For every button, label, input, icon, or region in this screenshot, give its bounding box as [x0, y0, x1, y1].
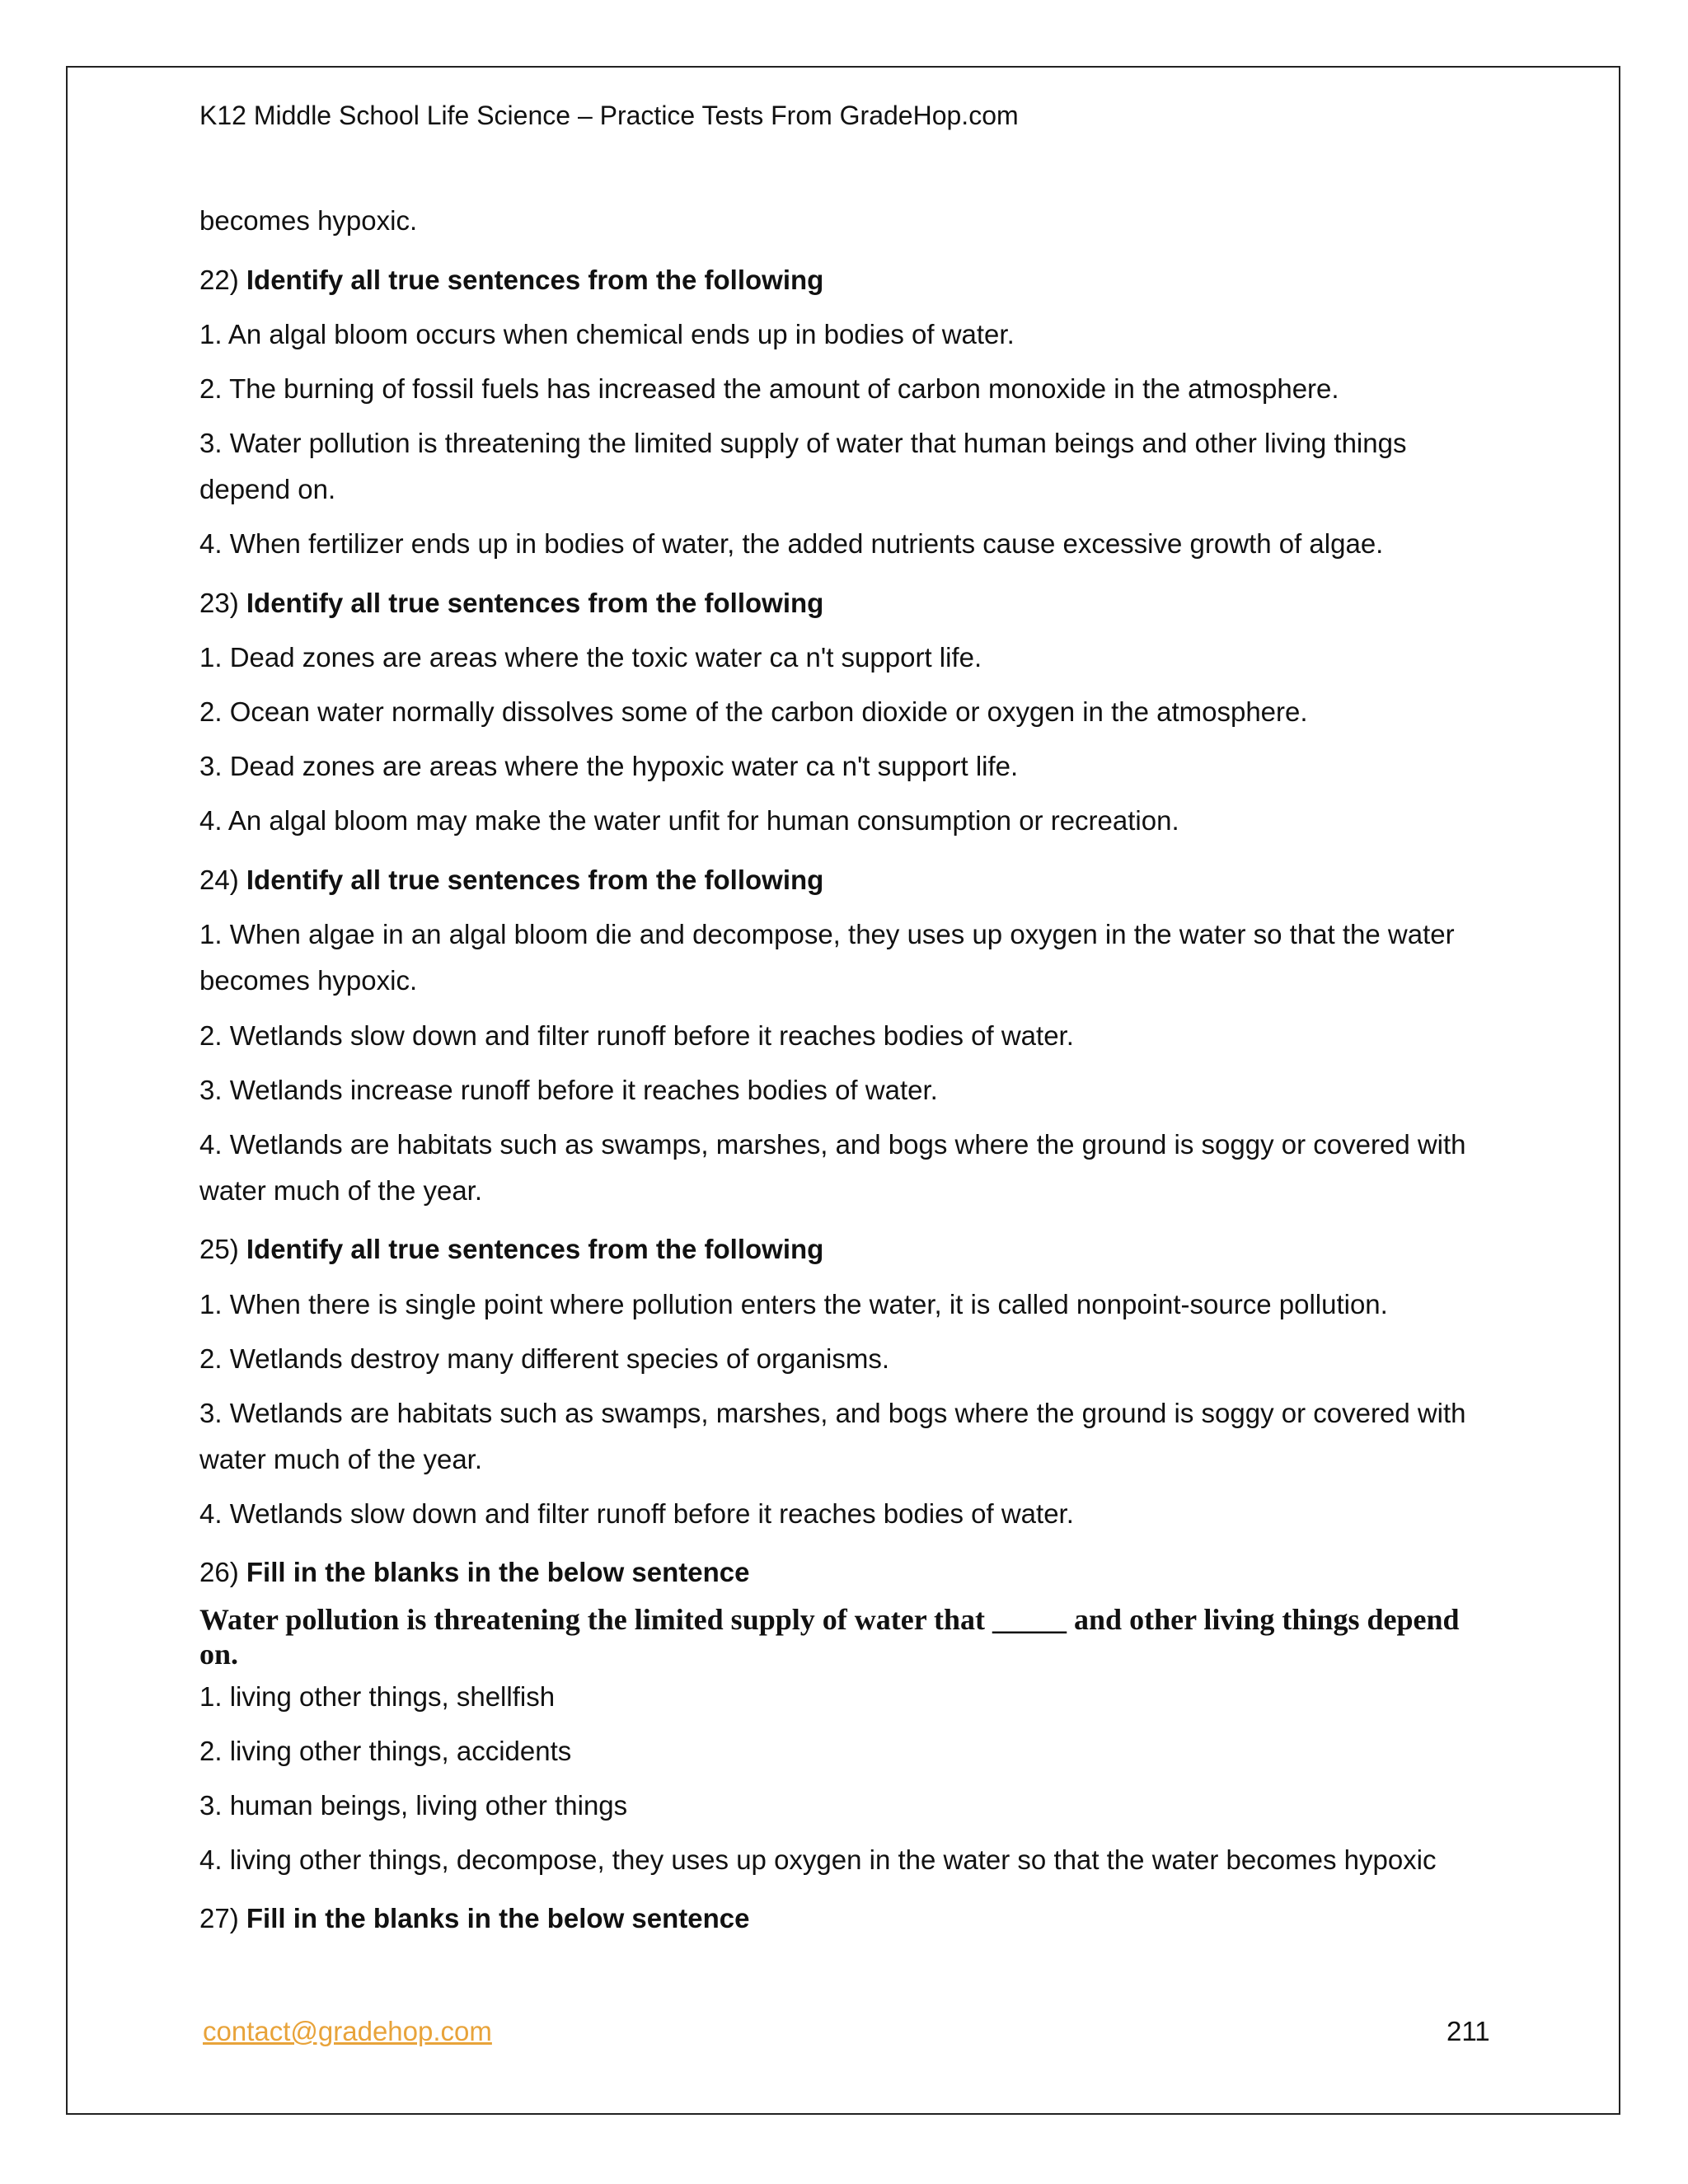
question-22-heading	[199, 264, 823, 297]
question-number: 22)	[199, 265, 239, 295]
question-number: 25)	[199, 1234, 239, 1264]
question-23-option-3: 3. Dead zones are areas where the hypoxic water ca n't support life.	[199, 751, 1019, 781]
question-prompt: Identify all true sentences from the following	[246, 265, 824, 295]
continuation-text: becomes hypoxic.	[199, 205, 418, 236]
question-25-option-3: 3. Wetlands are habitats such as swamps, marshes, and bogs where the ground is soggy or covered with water much of the year.	[199, 1398, 1466, 1474]
question-24-option-1: 1. When algae in an algal bloom die and decompose, they uses up oxygen in the water so that the water becomes hypoxic.	[199, 919, 1455, 996]
question-22-option-4: 4. When fertilizer ends up in bodies of water, the added nutrients cause excessive growth of algae.	[199, 528, 1384, 559]
question-24-option-3: 3. Wetlands increase runoff before it reaches bodies of water.	[199, 1075, 938, 1105]
question-25-option-4: 4. Wetlands slow down and filter runoff before it reaches bodies of water.	[199, 1498, 1074, 1529]
question-26-heading	[199, 1556, 750, 1589]
question-24-heading	[199, 864, 823, 897]
question-26-option-1: 1. living other things, shellfish	[199, 1681, 556, 1712]
question-27-heading	[199, 1902, 750, 1935]
page-header: K12 Middle School Life Science – Practice Tests From GradeHop.com	[199, 101, 1019, 130]
question-prompt: Fill in the blanks in the below sentence	[246, 1903, 750, 1933]
question-23-option-1: 1. Dead zones are areas where the toxic water ca n't support life.	[199, 642, 982, 673]
question-23-heading	[199, 587, 823, 620]
question-25-heading	[199, 1233, 823, 1266]
question-26-option-3: 3. human beings, living other things	[199, 1790, 628, 1821]
question-23-option-2: 2. Ocean water normally dissolves some of the carbon dioxide or oxygen in the atmosphere.	[199, 696, 1308, 727]
question-25-option-1: 1. When there is single point where pollution enters the water, it is called nonpoint-source pollution.	[199, 1289, 1388, 1319]
question-22-option-2: 2. The burning of fossil fuels has increased the amount of carbon monoxide in the atmosphere.	[199, 373, 1339, 404]
question-prompt: Identify all true sentences from the following	[246, 588, 824, 618]
question-number: 24)	[199, 865, 239, 895]
question-24-option-4: 4. Wetlands are habitats such as swamps, marshes, and bogs where the ground is soggy or covered with water much of the year.	[199, 1129, 1466, 1206]
question-22-option-3: 3. Water pollution is threatening the limited supply of water that human beings and other living things depend on.	[199, 428, 1407, 504]
question-prompt: Fill in the blanks in the below sentence	[246, 1557, 750, 1587]
contact-email-link[interactable]: contact@gradehop.com	[203, 2016, 492, 2046]
question-number: 23)	[199, 588, 239, 618]
question-26-sentence: Water pollution is threatening the limited supply of water that _____ and other living things depend on.	[199, 1603, 1460, 1671]
question-25-option-2: 2. Wetlands destroy many different species of organisms.	[199, 1343, 890, 1374]
question-prompt: Identify all true sentences from the following	[246, 865, 824, 895]
page-number: 211	[1447, 2016, 1490, 2046]
question-23-option-4: 4. An algal bloom may make the water unfit for human consumption or recreation.	[199, 805, 1179, 836]
question-prompt: Identify all true sentences from the following	[246, 1234, 824, 1264]
question-26-option-2: 2. living other things, accidents	[199, 1736, 572, 1766]
question-number: 27)	[199, 1903, 239, 1933]
question-24-option-2: 2. Wetlands slow down and filter runoff before it reaches bodies of water.	[199, 1020, 1074, 1051]
question-number: 26)	[199, 1557, 239, 1587]
question-22-option-1: 1. An algal bloom occurs when chemical ends up in bodies of water.	[199, 319, 1015, 349]
question-26-option-4: 4. living other things, decompose, they uses up oxygen in the water so that the water becomes hypoxic	[199, 1844, 1437, 1875]
